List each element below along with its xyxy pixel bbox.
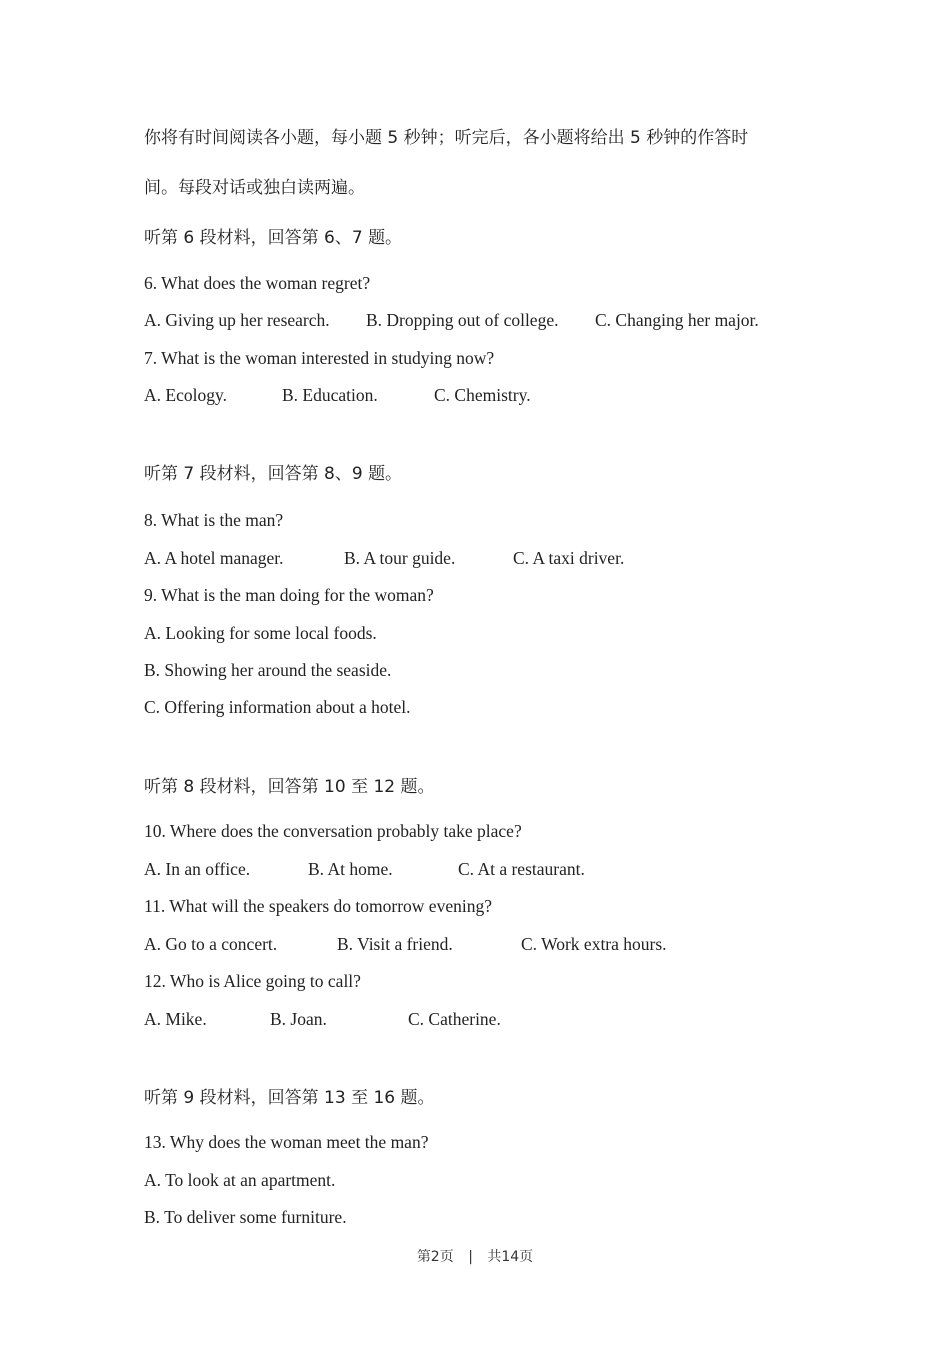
question-9-option-a: A. Looking for some local foods. [144,623,377,643]
question-13-option-a: A. To look at an apartment. [144,1170,336,1190]
page-total: 共14页 [487,1249,534,1265]
question-8: 8. What is the man? [144,510,284,530]
option-a: A. A hotel manager. [144,548,284,568]
question-12: 12. Who is Alice going to call? [144,971,361,991]
intro-line-2: 间。每段对话或独白读两遍。 [144,178,365,198]
option-a: A. Go to a concert. [144,934,278,954]
option-b: B. Education. [282,385,378,405]
option-a: A. Ecology. [144,385,227,405]
question-10: 10. Where does the conversation probably take place? [144,821,522,841]
option-b: B. A tour guide. [344,548,456,568]
option-c: C. Work extra hours. [521,934,667,954]
section-heading-7: 听第 7 段材料，回答第 8、9 题。 [144,464,403,484]
option-a: A. In an office. [144,859,251,879]
page-number: 第2页 [416,1249,454,1265]
question-9-option-b: B. Showing her around the seaside. [144,660,392,680]
option-b: B. Joan. [270,1009,327,1029]
section-heading-6: 听第 6 段材料，回答第 6、7 题。 [144,228,403,248]
question-6: 6. What does the woman regret? [144,273,371,293]
question-13: 13. Why does the woman meet the man? [144,1132,429,1152]
section-heading-8: 听第 8 段材料，回答第 10 至 12 题。 [144,777,435,797]
option-c: C. Catherine. [408,1009,501,1029]
option-c: C. A taxi driver. [513,548,625,568]
question-9: 9. What is the man doing for the woman? [144,585,434,605]
option-c: C. At a restaurant. [458,859,585,879]
option-a: A. Mike. [144,1009,207,1029]
intro-line-1: 你将有时间阅读各小题，每小题 5 秒钟；听完后，各小题将给出 5 秒钟的作答时 [144,128,749,148]
question-9-option-c: C. Offering information about a hotel. [144,697,411,717]
question-11: 11. What will the speakers do tomorrow evening? [144,896,492,916]
page-footer [0,1246,950,1266]
section-heading-9: 听第 9 段材料，回答第 13 至 16 题。 [144,1088,435,1108]
option-b: B. Visit a friend. [337,934,453,954]
option-c: C. Changing her major. [595,310,759,330]
question-7: 7. What is the woman interested in studying now? [144,348,495,368]
footer-separator: | [468,1249,473,1265]
option-b: B. At home. [308,859,393,879]
question-13-option-b: B. To deliver some furniture. [144,1207,347,1227]
option-a: A. Giving up her research. [144,310,330,330]
option-c: C. Chemistry. [434,385,531,405]
option-b: B. Dropping out of college. [366,310,559,330]
